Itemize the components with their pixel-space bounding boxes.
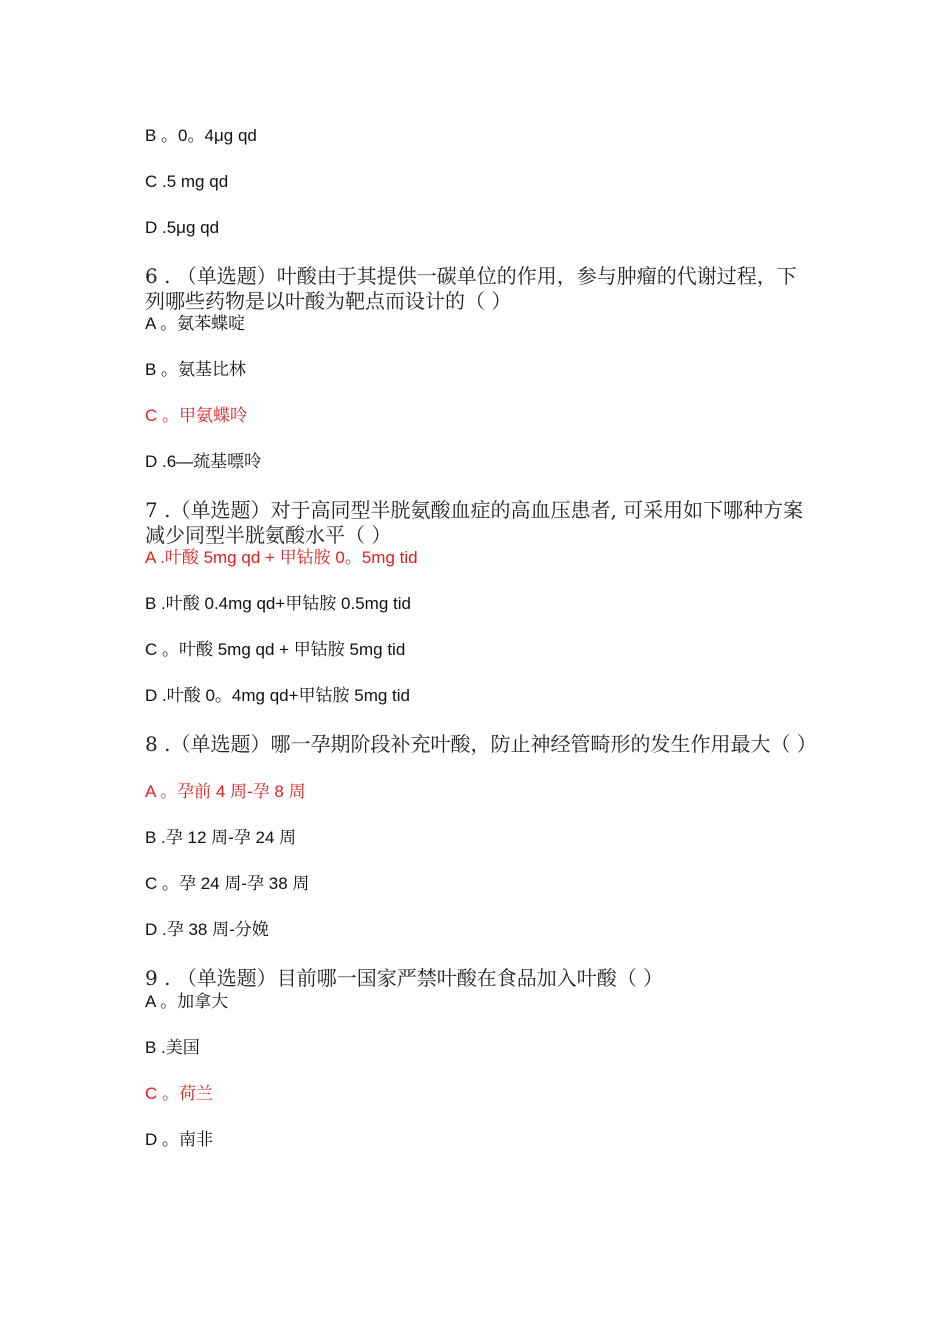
q7-option-d: D .叶酸 0。4mg qd+甲钴胺 5mg tid <box>145 686 411 705</box>
option-d: D .5μg qd <box>145 218 220 237</box>
option-b: B 。0。4μg qd <box>145 126 257 145</box>
q6-option-a: A 。氨苯蝶啶 <box>145 314 246 333</box>
q6-option-c-correct: C 。甲氨蝶呤 <box>145 406 247 425</box>
q8-option-a-correct: A 。孕前 4 周-孕 8 周 <box>145 782 306 801</box>
question-7: 7 .（单选题）对于高同型半胱氨酸血症的高血压患者, 可采用如下哪种方案减少同型半胱氨酸水平（ ） <box>145 498 804 547</box>
q8-option-c: C 。孕 24 周-孕 38 周 <box>145 874 310 893</box>
q6-option-d: D .6—巯基嘌呤 <box>145 452 262 471</box>
q9-option-d: D 。南非 <box>145 1130 213 1149</box>
q7-option-b: B .叶酸 0.4mg qd+甲钴胺 0.5mg tid <box>145 594 411 613</box>
q7-option-c: C 。叶酸 5mg qd + 甲钴胺 5mg tid <box>145 640 406 659</box>
q7-option-a-correct: A .叶酸 5mg qd + 甲钴胺 0。5mg tid <box>145 548 418 567</box>
q8-option-d: D .孕 38 周-分娩 <box>145 920 269 939</box>
question-8: 8 .（单选题）哪一孕期阶段补充叶酸，防止神经管畸形的发生作用最大（ ） <box>145 732 817 756</box>
q8-option-b: B .孕 12 周-孕 24 周 <box>145 828 297 847</box>
question-9: 9 . （单选题）目前哪一国家严禁叶酸在食品加入叶酸（ ） <box>145 966 664 990</box>
question-6: 6 . （单选题）叶酸由于其提供一碳单位的作用，参与肿瘤的代谢过程，下列哪些药物是以叶酸为靶点而设计的（ ） <box>145 264 797 313</box>
q9-option-a: A 。加拿大 <box>145 992 229 1011</box>
q9-option-b: B .美国 <box>145 1038 200 1057</box>
q9-option-c-correct: C 。荷兰 <box>145 1084 213 1103</box>
q6-option-b: B 。氨基比林 <box>145 360 247 379</box>
option-c: C .5 mg qd <box>145 172 229 191</box>
